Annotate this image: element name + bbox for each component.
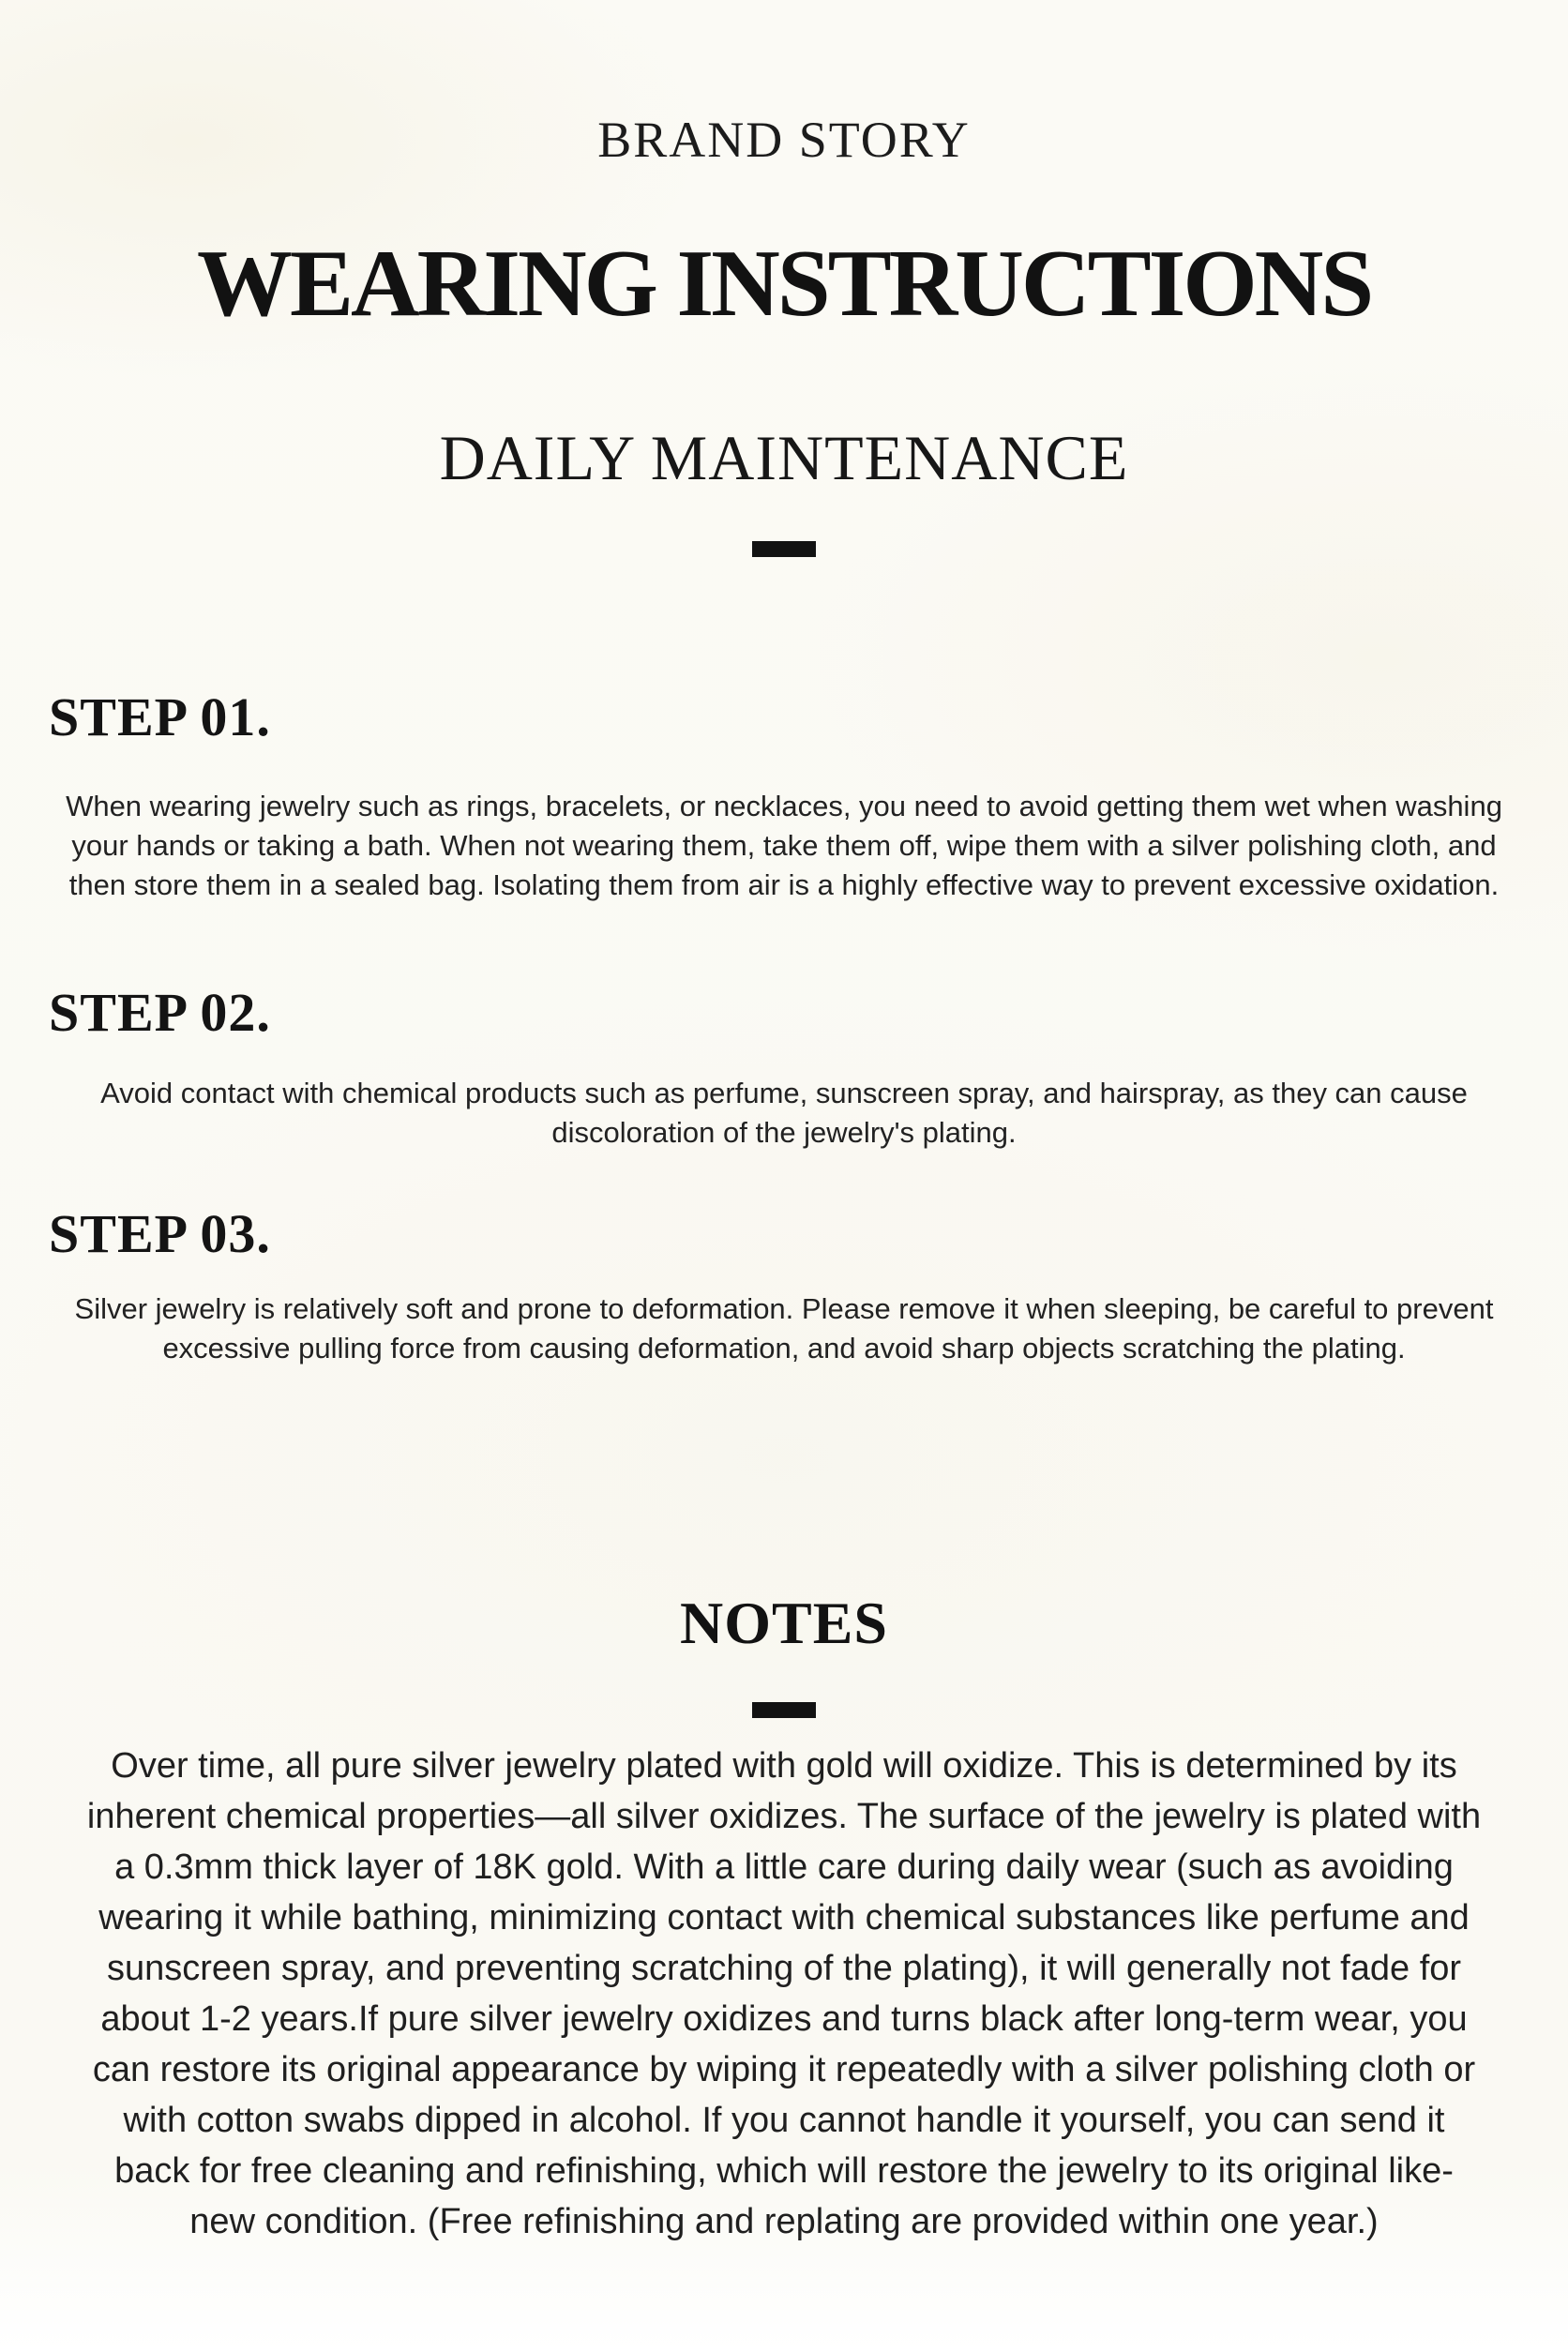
brand-story-heading: BRAND STORY: [597, 112, 971, 168]
wearing-instructions-title: WEARING INSTRUCTIONS: [196, 231, 1372, 337]
notes-text-line-2: inherent chemical properties—all silver oxidizes. The surface of the jewelry is plated with: [86, 1797, 1482, 1836]
step-01-text: [6, 787, 1562, 905]
step-02-text: [6, 1074, 1562, 1153]
notes-divider-dash: [752, 1702, 816, 1718]
step-02-text-line-2: discoloration of the jewelry's plating.: [551, 1116, 1017, 1149]
header-divider-dash: [752, 541, 816, 557]
step-01-heading: STEP 01.: [49, 686, 271, 747]
daily-maintenance-heading: DAILY MAINTENANCE: [439, 422, 1129, 493]
notes-heading: NOTES: [680, 1590, 888, 1656]
step-02-text-line-1: Avoid contact with chemical products such as perfume, sunscreen spray, and hairspray, as they can cause: [100, 1077, 1468, 1109]
notes-text-line-5: sunscreen spray, and preventing scratching of the plating), it will generally not fade for: [106, 1949, 1462, 1988]
notes-text: [8, 1741, 1560, 2247]
notes-text-line-6: about 1-2 years.If pure silver jewelry oxidizes and turns black after long-term wear, you: [100, 1999, 1468, 2039]
step-03-text-line-1: Silver jewelry is relatively soft and prone to deformation. Please remove it when sleeping, be careful to prevent: [74, 1292, 1494, 1325]
notes-text-line-10: new condition. (Free refinishing and replating are provided within one year.): [189, 2202, 1379, 2241]
step-03-text-line-2: excessive pulling force from causing deformation, and avoid sharp objects scratching the plating.: [162, 1332, 1406, 1364]
step-03-heading: STEP 03.: [49, 1203, 271, 1264]
step-02-heading: STEP 02.: [49, 982, 271, 1043]
notes-text-line-8: with cotton swabs dipped in alcohol. If you cannot handle it yourself, you can send it: [123, 2101, 1445, 2140]
notes-text-line-3: a 0.3mm thick layer of 18K gold. With a little care during daily wear (such as avoiding: [114, 1847, 1454, 1887]
notes-text-line-4: wearing it while bathing, minimizing contact with chemical substances like perfume and: [98, 1898, 1470, 1937]
step-03-text: [6, 1289, 1562, 1368]
notes-text-line-7: can restore its original appearance by wiping it repeatedly with a silver polishing cloth or: [92, 2050, 1476, 2089]
steps-section: [0, 688, 1568, 1368]
step-01-text-line-1: When wearing jewelry such as rings, bracelets, or necklaces, you need to avoid getting them wet when washing: [66, 790, 1502, 822]
step-01-text-line-2: your hands or taking a bath. When not wearing them, take them off, wipe them with a silver polishing cloth, and: [71, 829, 1497, 862]
notes-text-line-9: back for free cleaning and refinishing, which will restore the jewelry to its original like-: [114, 2151, 1454, 2191]
notes-section: [0, 1591, 1568, 2247]
notes-text-line-1: Over time, all pure silver jewelry plated with gold will oxidize. This is determined by its: [111, 1746, 1457, 1786]
step-01-text-line-3: then store them in a sealed bag. Isolating them from air is a highly effective way to prevent excessive oxidation.: [68, 868, 1500, 901]
